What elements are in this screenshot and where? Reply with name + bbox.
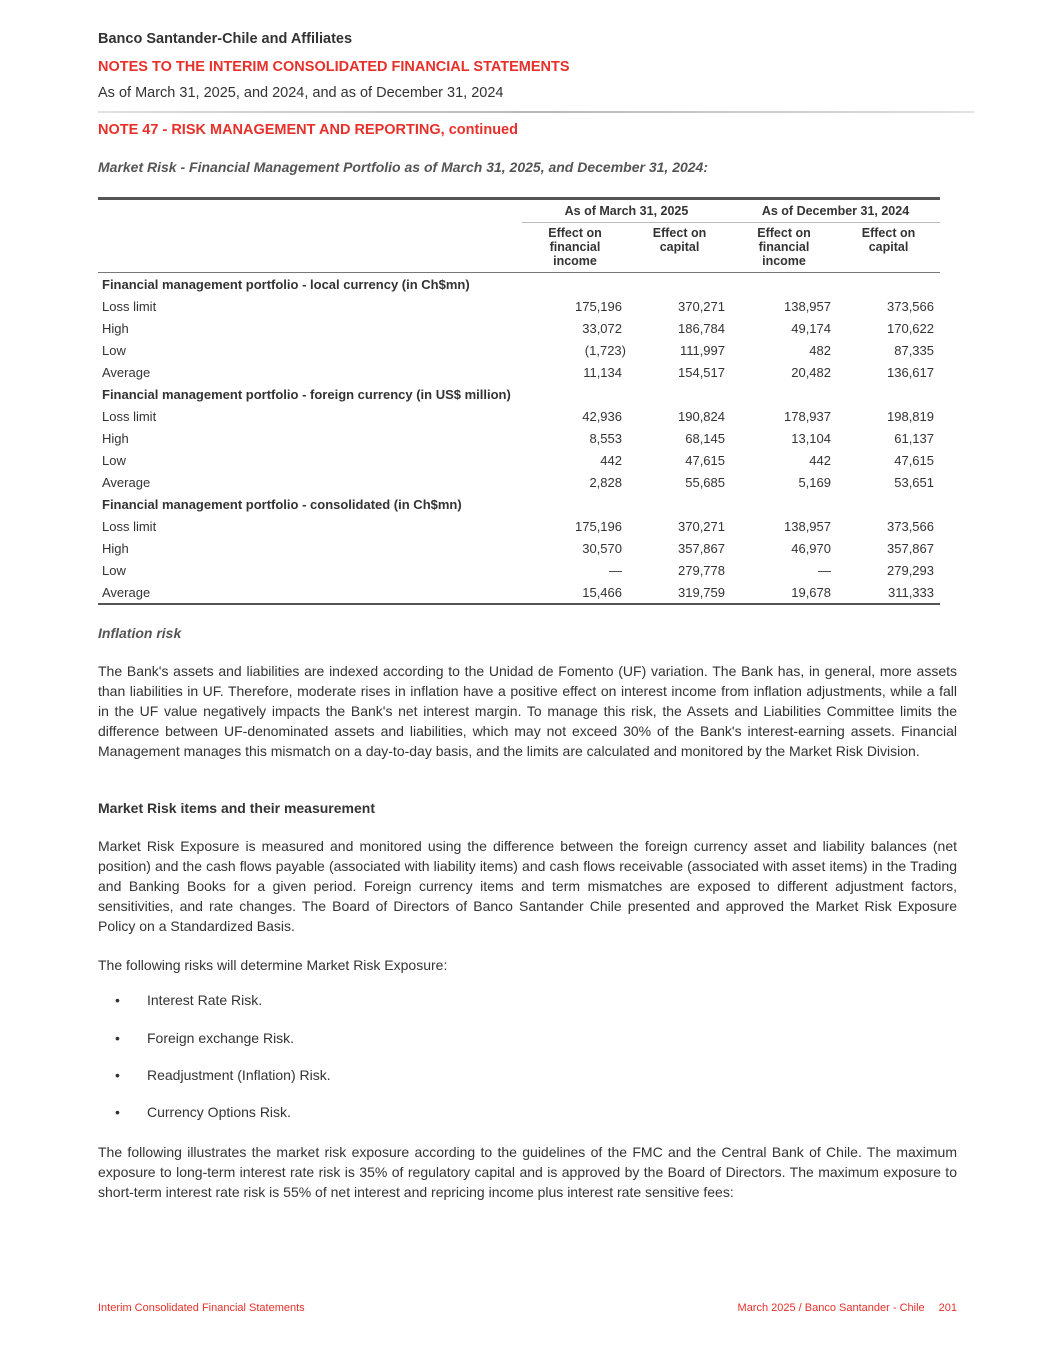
table-row: Low (1,723) 111,997 482 87,335 <box>102 342 934 358</box>
footer-left: Interim Consolidated Financial Statements <box>98 1302 305 1314</box>
notes-title: NOTES TO THE INTERIM CONSOLIDATED FINANCIAL STATEMENTS <box>98 59 570 75</box>
table-caption: Market Risk - Financial Management Portfolio as of March 31, 2025, and December 31, 2024: <box>98 159 708 175</box>
bullet-item: • Readjustment (Inflation) Risk. <box>115 1067 331 1083</box>
section-title: Financial management portfolio - consolidated (in Ch$mn) <box>102 496 462 512</box>
page-number: 201 <box>938 1302 957 1314</box>
note-title: NOTE 47 - RISK MANAGEMENT AND REPORTING, continued <box>98 122 518 138</box>
market-risk-table <box>98 197 940 605</box>
period-header-march-2025: As of March 31, 2025 <box>522 200 731 223</box>
section-title: Financial management portfolio - local currency (in Ch$mn) <box>102 276 470 292</box>
market-risk-intro: The following risks will determine Market Risk Exposure: <box>98 957 448 973</box>
table-row: High 30,570 357,867 46,970 357,867 <box>102 540 934 556</box>
table-row: Loss limit 175,196 370,271 138,957 373,566 <box>102 298 934 314</box>
col-header-income: Effect on financial income <box>731 223 837 273</box>
table-row: Loss limit 42,936 190,824 178,937 198,819 <box>102 408 934 424</box>
col-header-capital: Effect on capital <box>628 223 731 273</box>
table-row: High 8,553 68,145 13,104 61,137 <box>102 430 934 446</box>
period-header-december-2024: As of December 31, 2024 <box>731 200 940 223</box>
bullet-item: • Interest Rate Risk. <box>115 992 263 1008</box>
inflation-risk-heading: Inflation risk <box>98 625 182 641</box>
as-of-date: As of March 31, 2025, and 2024, and as of December 31, 2024 <box>98 85 504 101</box>
table-row: Low 442 47,615 442 47,615 <box>102 452 934 468</box>
table-row: Average 11,134 154,517 20,482 136,617 <box>102 364 934 380</box>
table-row: Average 15,466 319,759 19,678 311,333 <box>98 581 940 604</box>
closing-paragraph: The following illustrates the market risk exposure according to the guidelines of the FMC and the Central Bank of Chile. The maximum exposure to long-term interest rate risk is 35% of regulatory capital and is approved by the Board of Directors. The maximum exposure to short-term interest rate risk is 55% of net interest and repricing income plus interest rate sensitive fees: <box>98 1144 957 1201</box>
table-row: High 33,072 186,784 49,174 170,622 <box>102 320 934 336</box>
col-header-capital: Effect on capital <box>837 223 940 273</box>
section-title: Financial management portfolio - foreign currency (in US$ million) <box>102 386 511 402</box>
inflation-risk-paragraph: The Bank's assets and liabilities are indexed according to the Unidad de Fomento (UF) variation. The Bank has, in general, more assets than liabilities in UF. Therefore, moderate rises in inflation have a positive effect on interest income from inflation adjustments, while a fall in the UF value negatively impacts the Bank's net interest margin. To manage this risk, the Assets and Liabilities Committee limits the difference between UF-denominated assets and liabilities, which may not exceed 30% of the Bank's interest-earning assets. Financial Management manages this mismatch on a day-to-day basis, and the limits are calculated and monitored by the Market Risk Division. <box>98 663 957 760</box>
market-risk-items-heading: Market Risk items and their measurement <box>98 800 375 816</box>
company-name: Banco Santander-Chile and Affiliates <box>98 31 353 47</box>
header-divider <box>98 111 974 113</box>
footer-right: March 2025 / Banco Santander - Chile 201 <box>737 1302 957 1314</box>
bullet-item: • Currency Options Risk. <box>115 1104 291 1120</box>
table-row: Average 2,828 55,685 5,169 53,651 <box>102 474 934 490</box>
market-risk-paragraph: Market Risk Exposure is measured and monitored using the difference between the foreign currency asset and liability balances (net position) and the cash flows payable (associated with liability items) and cash flows receivable (associated with asset items) in the Trading and Banking Books for a given period. Foreign currency items and term mismatches are exposed to different adjustment factors, sensitivities, and rate changes. The Board of Directors of Banco Santander Chile presented and approved the Market Risk Exposure Policy on a Standardized Basis. <box>98 838 957 935</box>
table-row: Loss limit 175,196 370,271 138,957 373,566 <box>102 518 934 534</box>
table-row: Low — 279,778 — 279,293 <box>102 562 934 578</box>
bullet-item: • Foreign exchange Risk. <box>115 1030 295 1046</box>
col-header-income: Effect on financial income <box>522 223 628 273</box>
